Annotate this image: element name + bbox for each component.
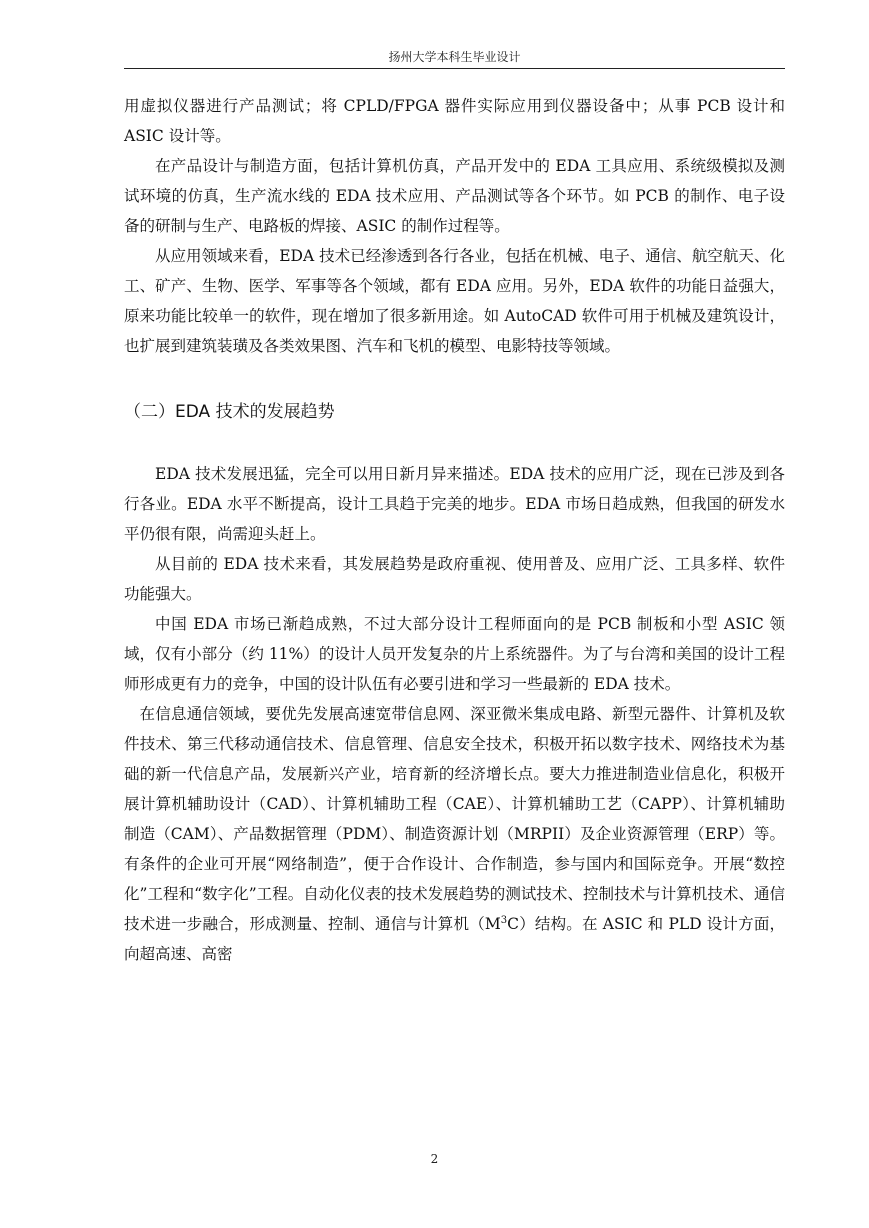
header-divider xyxy=(124,68,785,69)
paragraph-information-communication xyxy=(124,699,785,969)
paragraph-continuation: 用虚拟仪器进行产品测试；将 CPLD/FPGA 器件实际应用到仪器设备中；从事 PCB 设计和 ASIC 设计等。 xyxy=(124,97,785,145)
section-heading-wrapper xyxy=(124,361,785,459)
paragraph-product-design: 在产品设计与制造方面，包括计算机仿真，产品开发中的 EDA 工具应用、系统级模拟及测试环境的仿真，生产流水线的 EDA 技术应用、产品测试等各个环节。如 PCB 的制作、电子设备的研制与生产、电路板的焊接、ASIC 的制作过程等。 xyxy=(124,157,785,235)
paragraph-trends: 从目前的 EDA 技术来看，其发展趋势是政府重视、使用普及、应用广泛、工具多样、软件功能强大。 xyxy=(124,555,785,603)
document-body xyxy=(124,91,785,969)
paragraph-application-fields: 从应用领域来看，EDA 技术已经渗透到各行各业，包括在机械、电子、通信、航空航天、化工、矿产、生物、医学、军事等各个领域，都有 EDA 应用。另外，EDA 软件的功能日益强大，原来功能比较单一的软件，现在增加了很多新用途。如 AutoCAD 软件可用于机械及建筑设计，也扩展到建筑装璜及各类效果图、汽车和飞机的模型、电影特技等领域。 xyxy=(124,247,785,355)
page-number: 2 xyxy=(430,1152,439,1166)
superscript-three: 3 xyxy=(500,914,508,926)
paragraph-china-market: 中国 EDA 市场已渐趋成熟，不过大部分设计工程师面向的是 PCB 制板和小型 ASIC 领域，仅有小部分（约 11%）的设计人员开发复杂的片上系统器件。为了与台湾和美国的设计工程师形成更有力的竞争，中国的设计队伍有必要引进和学习一些最新的 EDA 技术。 xyxy=(124,615,785,693)
page-header: 扬州大学本科生毕业设计 xyxy=(388,50,521,64)
section-heading: （二）EDA 技术的发展趋势 xyxy=(124,402,335,422)
paragraph-text-part1: 在信息通信领域，要优先发展高速宽带信息网、深亚微米集成电路、新型元器件、计算机及软件技术、第三代移动通信技术、信息管理、信息安全技术，积极开拓以数字技术、网络技术为基础的新一代信息产品，发展新兴产业，培育新的经济增长点。要大力推进制造业信息化，积极开展计算机辅助设计（CAD）、计算机辅助工程（CAE）、计算机辅助工艺（CAPP）、计算机辅助制造（CAM）、产品数据管理（PDM）、制造资源计划（MRPII）及企业资源管理（ERP）等。有条件的企业可开展“网络制造”，便于合作设计、合作制造，参与国内和国际竞争。开展“数控化”工程和“数字化”工程。自动化仪表的技术发展趋势的测试技术、控制技术与计算机技术、通信技术进一步融合，形成测量、控制、通信与计算机（M xyxy=(124,705,785,933)
paragraph-rapid-development: EDA 技术发展迅猛，完全可以用日新月异来描述。EDA 技术的应用广泛，现在已涉及到各行各业。EDA 水平不断提高，设计工具趋于完美的地步。EDA 市场日趋成熟，但我国的研发水平仍很有限，尚需迎头赶上。 xyxy=(124,465,785,543)
paragraph-text-part2: C）结构。在 ASIC 和 PLD 设计方面，向超高速、高密 xyxy=(124,915,786,963)
